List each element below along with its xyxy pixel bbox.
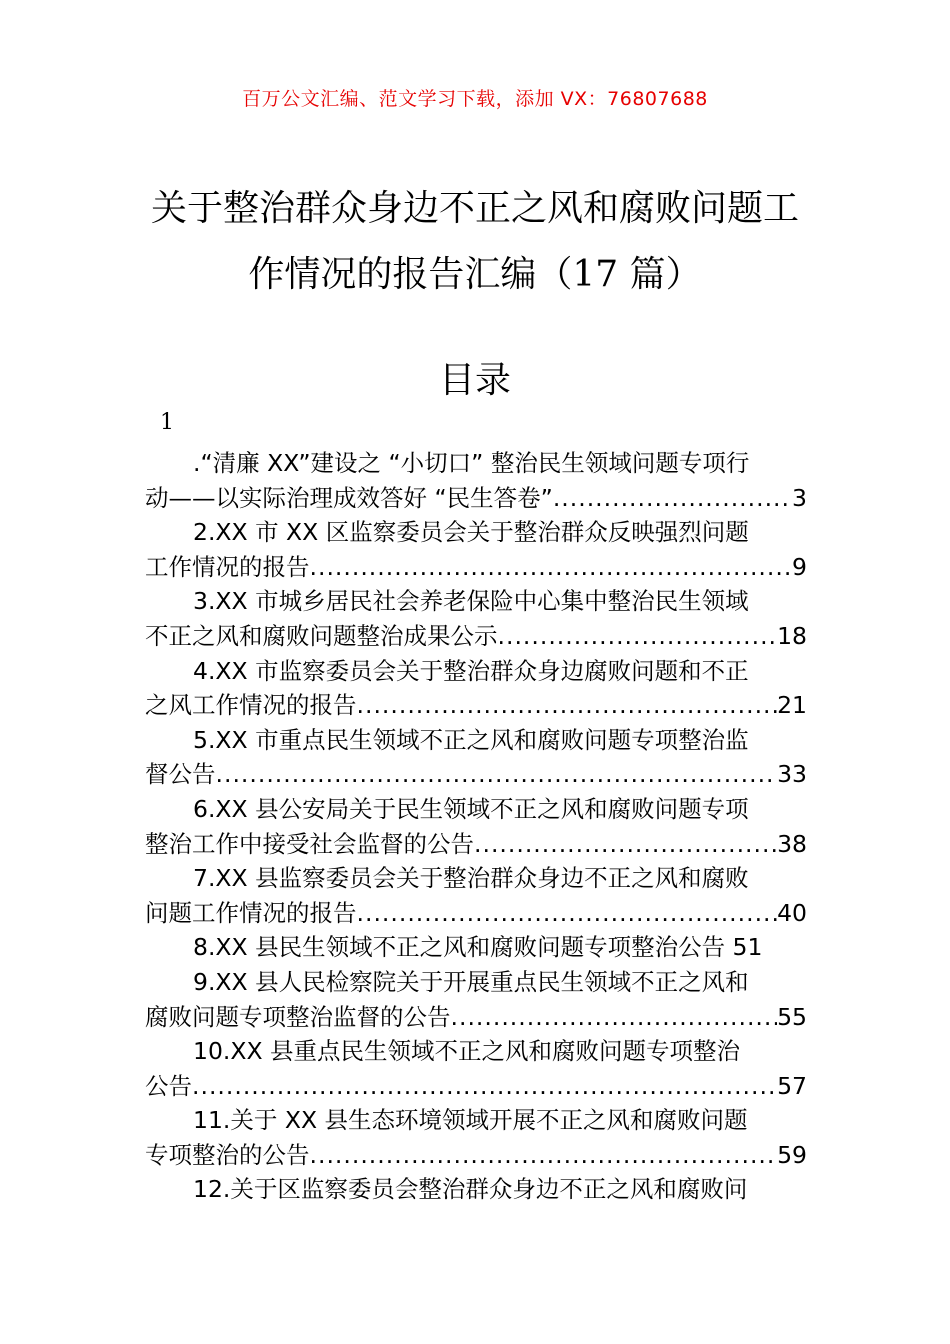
toc-page-number: 33 (777, 760, 807, 789)
toc-page-number: 18 (777, 621, 807, 650)
toc-entry-text: 12.关于区监察委员会整治群众身边不正之风和腐败问 (193, 1175, 748, 1204)
title-line-2-text: 作情况的报告汇编（ (248, 254, 573, 295)
title-line-2 (130, 242, 820, 308)
stray-page-number: 1 (160, 410, 174, 435)
toc-entry-text-cont: 整治工作中接受社会监督的公告 (145, 829, 474, 858)
toc-entry-text: 7.XX 县监察委员会关于整治群众身边不正之风和腐败 (193, 864, 749, 893)
toc-page-number: 40 (777, 898, 807, 927)
dot-leader (310, 550, 793, 585)
toc-entry-6[interactable] (145, 792, 807, 861)
title-line-2-end: 篇） (618, 254, 702, 295)
toc-page-number: 9 (792, 552, 807, 581)
document-title (130, 176, 820, 308)
toc-page-number: 21 (777, 691, 807, 720)
toc-entry-text: 11.关于 XX 县生态环境领域开展不正之风和腐败问题 (193, 1106, 748, 1135)
toc-entry-11[interactable] (145, 1103, 807, 1172)
toc-entry-7[interactable] (145, 861, 807, 930)
toc-entry-text-cont: 动——以实际治理成效答好 “民生答卷” (145, 483, 553, 512)
toc-entry-text: 9.XX 县人民检察院关于开展重点民生领域不正之风和 (193, 967, 749, 996)
toc-entry-text-cont: 专项整治的公告 (145, 1140, 310, 1169)
toc-entry-1[interactable] (145, 446, 807, 515)
toc-entry-text: 10.XX 县重点民生领域不正之风和腐败问题专项整治 (193, 1037, 741, 1066)
toc-entry-text-cont: 公告 (145, 1071, 192, 1100)
toc-entry-text-cont: 腐败问题专项整治监督的公告 (145, 1002, 451, 1031)
title-count: 17 (572, 254, 619, 295)
toc-page-number: 55 (777, 1002, 807, 1031)
toc-entry-9[interactable] (145, 965, 807, 1034)
dot-leader (357, 688, 778, 723)
toc-entry-10[interactable] (145, 1034, 807, 1103)
toc-entry-8[interactable] (145, 930, 807, 965)
toc-entry-text-cont: 之风工作情况的报告 (145, 691, 357, 720)
toc-entry-3[interactable] (145, 584, 807, 653)
toc-entry-12[interactable] (145, 1172, 807, 1207)
dot-leader (310, 1138, 778, 1173)
dot-leader (553, 481, 792, 516)
table-of-contents (145, 446, 807, 1207)
toc-entry-2[interactable] (145, 515, 807, 584)
toc-entry-text-cont: 不正之风和腐败问题整治成果公示 (145, 621, 498, 650)
toc-entry-4[interactable] (145, 654, 807, 723)
toc-entry-text: .“清廉 XX”建设之 “小切口” 整治民生领域问题专项行 (193, 449, 750, 477)
toc-entry-text: 6.XX 县公安局关于民生领域不正之风和腐败问题专项 (193, 794, 749, 823)
toc-entry-text-cont: 问题工作情况的报告 (145, 898, 357, 927)
toc-page-number: 38 (777, 829, 807, 858)
toc-page-number: 57 (777, 1071, 807, 1100)
toc-entry-text: 5.XX 市重点民生领域不正之风和腐败问题专项整治监 (193, 725, 749, 754)
dot-leader (216, 757, 778, 792)
title-line-1: 关于整治群众身边不正之风和腐败问题工 (150, 188, 799, 229)
toc-entry-text: 8.XX 县民生领域不正之风和腐败问题专项整治公告 51 (193, 933, 763, 962)
toc-entry-text-cont: 督公告 (145, 760, 216, 789)
header-watermark-note: 百万公文汇编、范文学习下载，添加 VX：76807688 (242, 88, 708, 110)
dot-leader (451, 1000, 778, 1035)
toc-entry-text: 2.XX 市 XX 区监察委员会关于整治群众反映强烈问题 (193, 518, 749, 547)
dot-leader (357, 896, 778, 931)
toc-heading: 目录 (438, 360, 511, 401)
toc-entry-text: 3.XX 市城乡居民社会养老保险中心集中整治民生领域 (193, 587, 749, 616)
toc-page-number: 59 (777, 1140, 807, 1169)
dot-leader (474, 827, 777, 862)
toc-entry-text: 4.XX 市监察委员会关于整治群众身边腐败问题和不正 (193, 656, 749, 685)
toc-page-number: 3 (792, 483, 807, 512)
toc-entry-5[interactable] (145, 723, 807, 792)
dot-leader (498, 619, 778, 654)
dot-leader (192, 1069, 777, 1104)
toc-entry-text-cont: 工作情况的报告 (145, 552, 310, 581)
